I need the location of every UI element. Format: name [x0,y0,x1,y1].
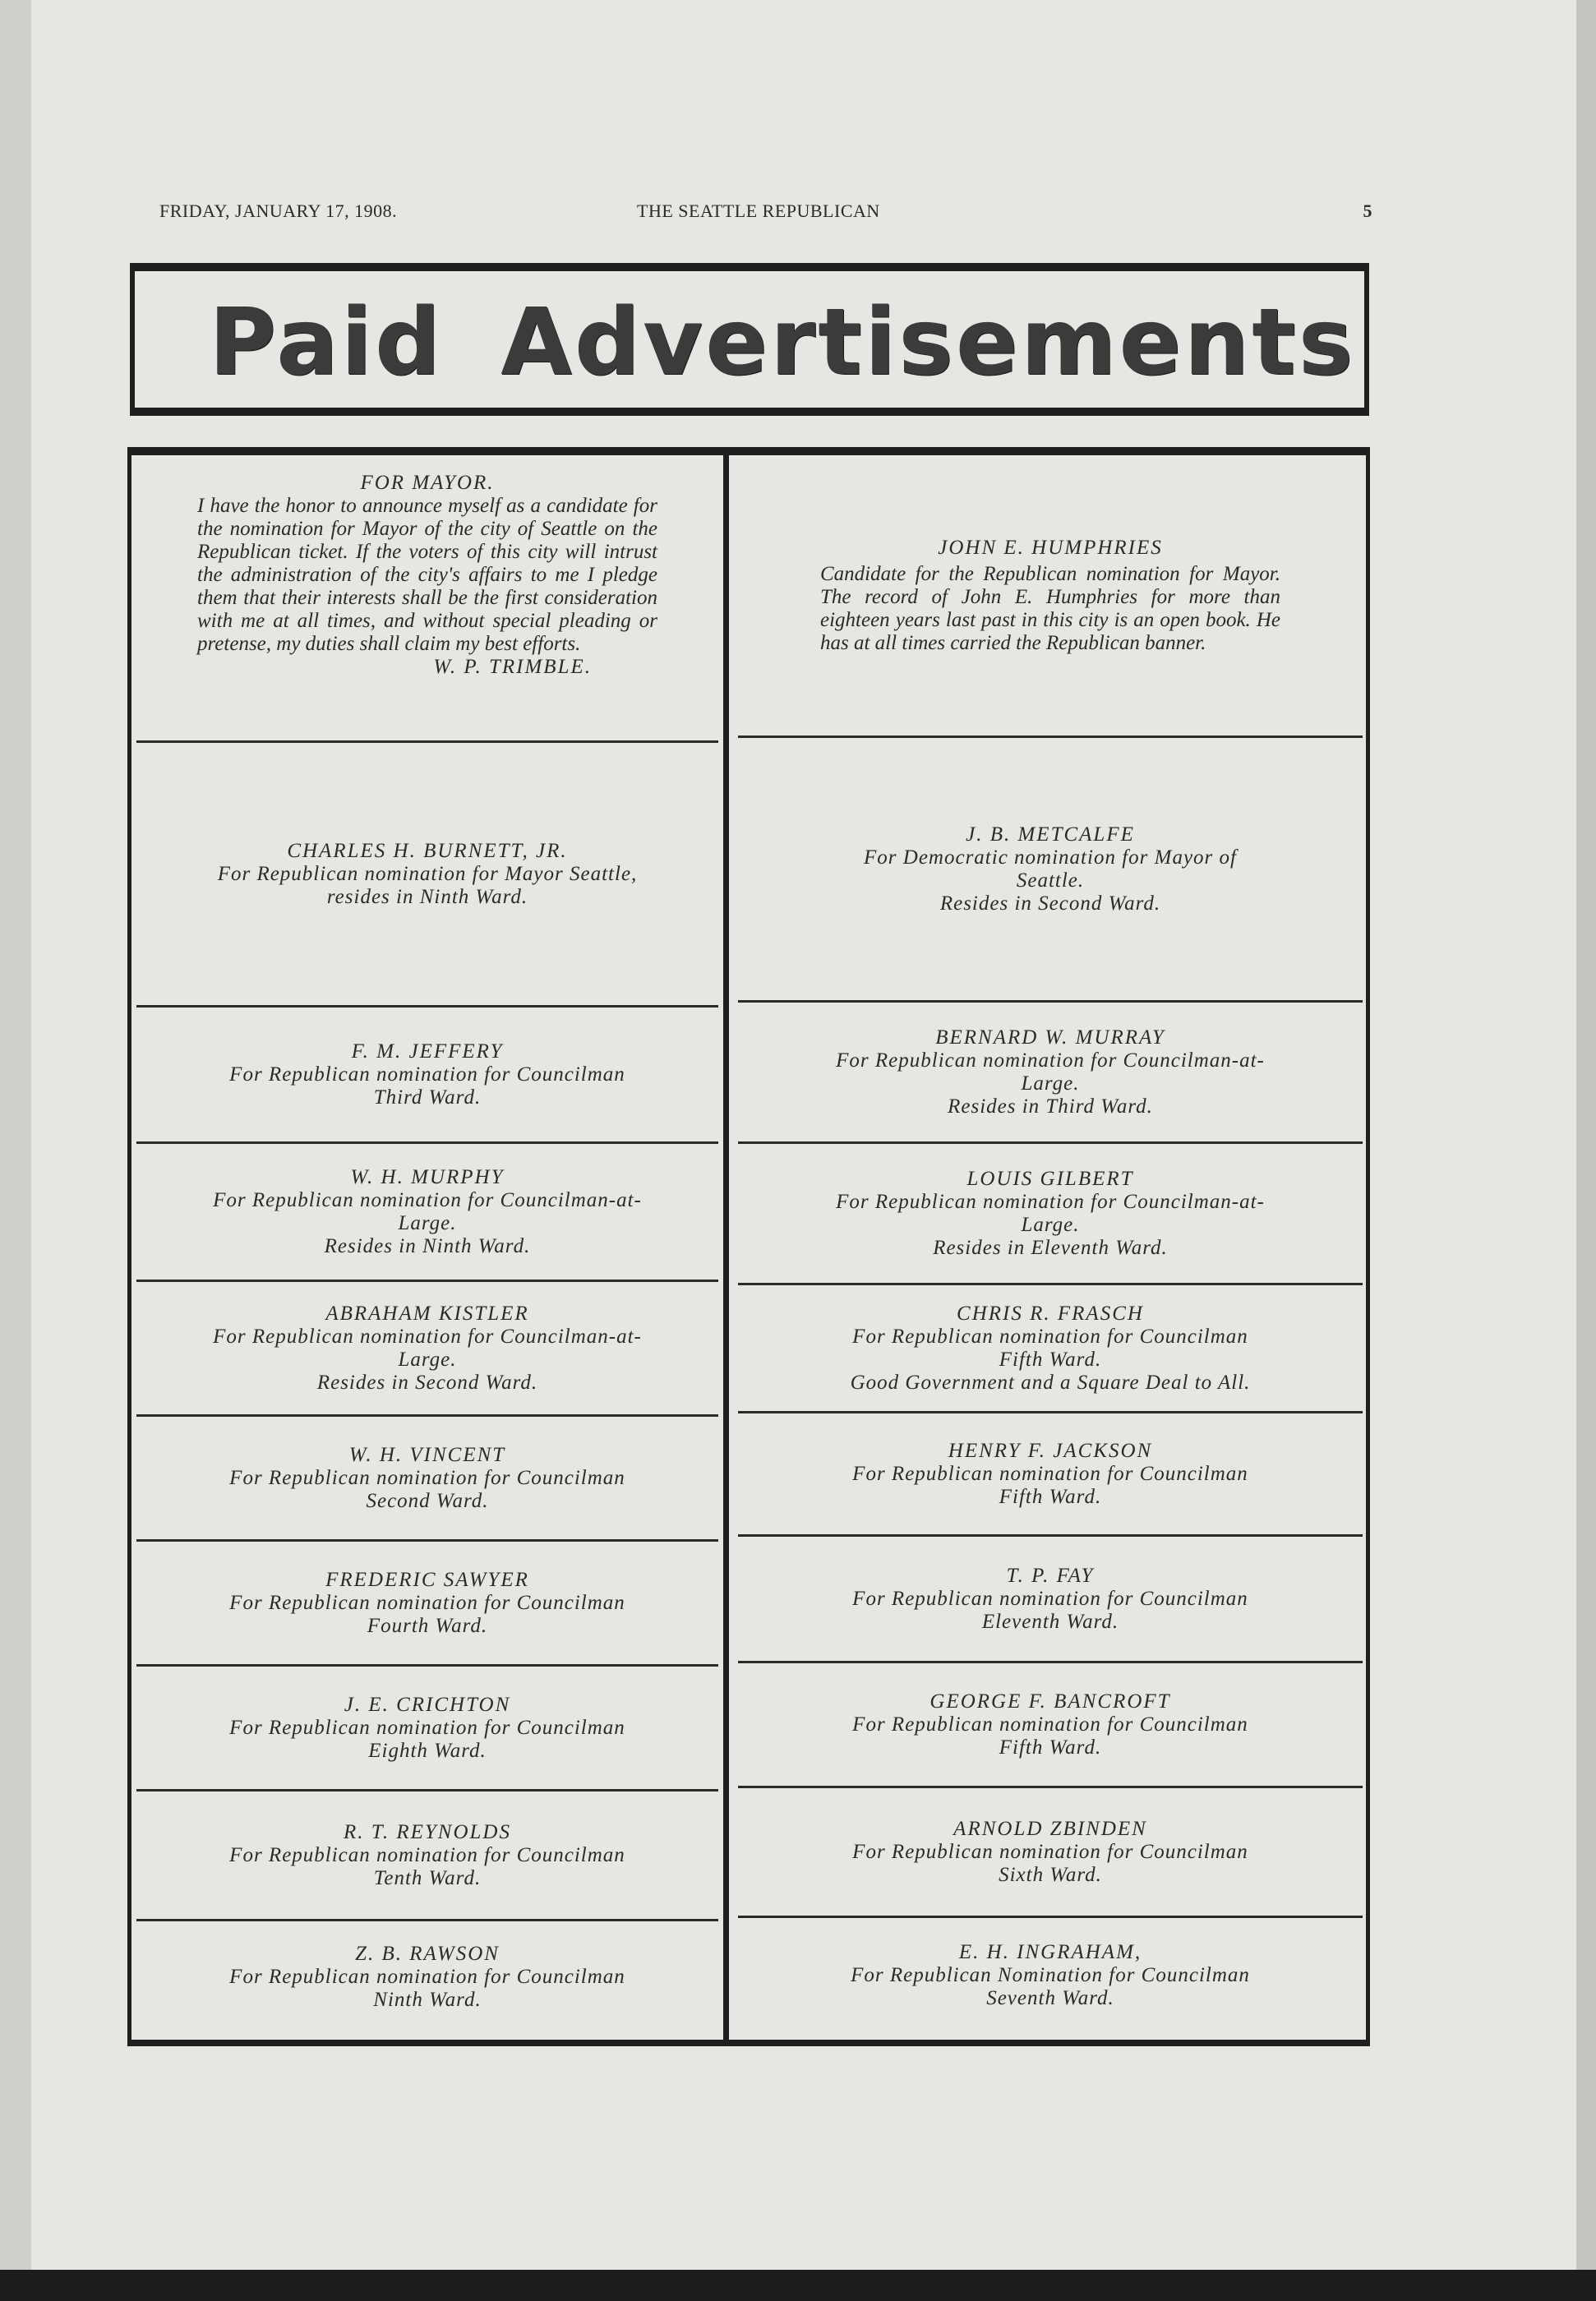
ad-line: Good Government and a Square Deal to All. [850,1371,1251,1394]
ad-line: Fourth Ward. [367,1614,488,1637]
page-number: 5 [1363,201,1372,221]
ad-line: resides in Ninth Ward. [326,885,528,908]
ad-line: For Republican nomination for Councilman [229,1591,625,1614]
ad-line: For Republican nomination for Councilman-at- [836,1190,1265,1213]
right-column [738,455,1363,2040]
ad-line: Large. [1021,1213,1080,1236]
ad-line: Tenth Ward. [373,1866,482,1889]
ad-line: Resides in Third Ward. [948,1095,1153,1118]
ad-murphy [136,1144,718,1282]
banner-title [209,289,1355,396]
candidate-name: GEORGE F. BANCROFT [929,1690,1171,1713]
candidate-name: W. H. VINCENT [348,1443,506,1466]
ad-rawson [136,1921,718,2036]
ad-line: Ninth Ward. [373,1989,482,2011]
candidate-name: ABRAHAM KISTLER [325,1302,529,1325]
ad-line: For Republican nomination for Councilman [852,1325,1248,1348]
candidate-name: F. M. JEFFERY [351,1040,504,1063]
candidate-name: E. H. INGRAHAM, [958,1941,1142,1963]
ad-line: For Republican nomination for Councilman-at- [213,1325,642,1348]
advertisement-grid [127,447,1370,2046]
ad-line: Fifth Ward. [999,1348,1102,1371]
ad-line: Fifth Ward. [999,1485,1102,1508]
ad-bancroft [738,1663,1363,1788]
ad-line: For Republican nomination for Councilman-at- [213,1188,642,1211]
ad-zbinden [738,1788,1363,1918]
ad-reynolds [136,1791,718,1921]
ad-line: Resides in Second Ward. [939,892,1161,915]
ad-line: For Republican Nomination for Councilman [851,1964,1250,1986]
candidate-name: LOUIS GILBERT [966,1167,1134,1190]
ad-line: For Republican nomination for Mayor Seattle, [217,862,638,885]
candidate-name: T. P. FAY [1006,1564,1095,1587]
candidate-name: R. T. REYNOLDS [344,1820,511,1843]
candidate-name: JOHN E. HUMPHRIES [938,536,1163,559]
ad-line: For Republican nomination for Councilman [229,1843,625,1866]
ad-text: I have the honor to announce myself as a candidate for the nomination for Mayor of the city of Seattle on the Republican ticket. If the voters of this city will intrust the administration of the city's affairs to me I pledge them that their interests shall be the first consideration with me at all times, and without special pleading or pretense, my duties shall claim my best efforts. [197,495,657,655]
candidate-name: CHRIS R. FRASCH [957,1302,1144,1325]
ad-title: FOR MAYOR. [360,472,495,494]
ad-line: Seventh Ward. [986,1987,1114,2009]
ad-line: For Republican nomination for Councilman [229,1466,625,1489]
ad-metcalfe [738,738,1363,1003]
ad-line: Resides in Eleventh Ward. [933,1236,1168,1259]
banner [130,263,1369,416]
ad-line: For Republican nomination for Councilman [229,1716,625,1739]
page-header [156,201,1372,228]
ad-line: For Republican nomination for Councilman [229,1966,625,1988]
ad-line: For Republican nomination for Councilman [852,1713,1248,1736]
ad-line: Large. [398,1211,457,1234]
ad-line: Third Ward. [373,1086,482,1109]
ad-jeffery [136,1008,718,1144]
candidate-name: W. H. MURPHY [350,1165,505,1188]
candidate-name: BERNARD W. MURRAY [935,1026,1165,1049]
ad-crichton [136,1667,718,1791]
ad-gilbert [738,1144,1363,1285]
ad-humphries [738,455,1363,738]
ad-line: Sixth Ward. [999,1863,1102,1886]
left-column [136,455,718,2040]
ad-text: Candidate for the Republican nomination for Mayor. The record of John E. Humphries for more than eighteen years last past in this city is an open book. He has at all times carried the Republican banner. [820,562,1280,654]
ad-line: Resides in Second Ward. [316,1371,538,1394]
ad-fay [738,1537,1363,1663]
banner-word-2: Advertisements [500,289,1356,396]
ad-burnett [136,743,718,1008]
ad-murray [738,1003,1363,1144]
bottom-shadow [0,2270,1596,2301]
issue-date: FRIDAY, JANUARY 17, 1908. [159,201,398,221]
candidate-name: HENRY F. JACKSON [948,1439,1153,1462]
ad-sawyer [136,1542,718,1667]
ad-trimble [136,455,718,743]
ad-line: Seattle. [1016,869,1085,892]
page-binding [0,0,33,2301]
ad-vincent [136,1417,718,1542]
candidate-name: J. B. METCALFE [966,823,1135,846]
ad-line: Eleventh Ward. [981,1610,1119,1633]
banner-word-1: Paid [209,289,444,396]
column-divider [723,455,729,2040]
ad-kistler [136,1282,718,1417]
ad-line: For Republican nomination for Councilman [852,1462,1248,1485]
candidate-name: J. E. CRICHTON [344,1693,511,1716]
candidate-name: FREDERIC SAWYER [325,1568,529,1591]
ad-frasch [738,1285,1363,1413]
candidate-name: Z. B. RAWSON [355,1943,500,1965]
ad-line: For Republican nomination for Councilman [852,1840,1248,1863]
ad-line: For Republican nomination for Councilman [229,1063,625,1086]
candidate-name: CHARLES H. BURNETT, JR. [287,839,568,862]
ad-line: Eighth Ward. [368,1739,487,1762]
ad-ingraham [738,1918,1363,2036]
ad-line: Large. [1021,1072,1080,1095]
ad-line: Resides in Ninth Ward. [324,1234,531,1257]
ad-line: For Democratic nomination for Mayor of [864,846,1237,869]
ad-line: Fifth Ward. [999,1736,1102,1759]
page-edge [1576,0,1596,2270]
ad-line: For Republican nomination for Councilman-at- [836,1049,1265,1072]
ad-signature: W. P. TRIMBLE. [433,656,592,678]
candidate-name: ARNOLD ZBINDEN [953,1817,1147,1840]
newspaper-name: THE SEATTLE REPUBLICAN [637,201,880,221]
ad-line: For Republican nomination for Councilman [852,1587,1248,1610]
ad-line: Large. [398,1348,457,1371]
ad-line: Second Ward. [366,1489,489,1512]
ad-jackson [738,1413,1363,1537]
